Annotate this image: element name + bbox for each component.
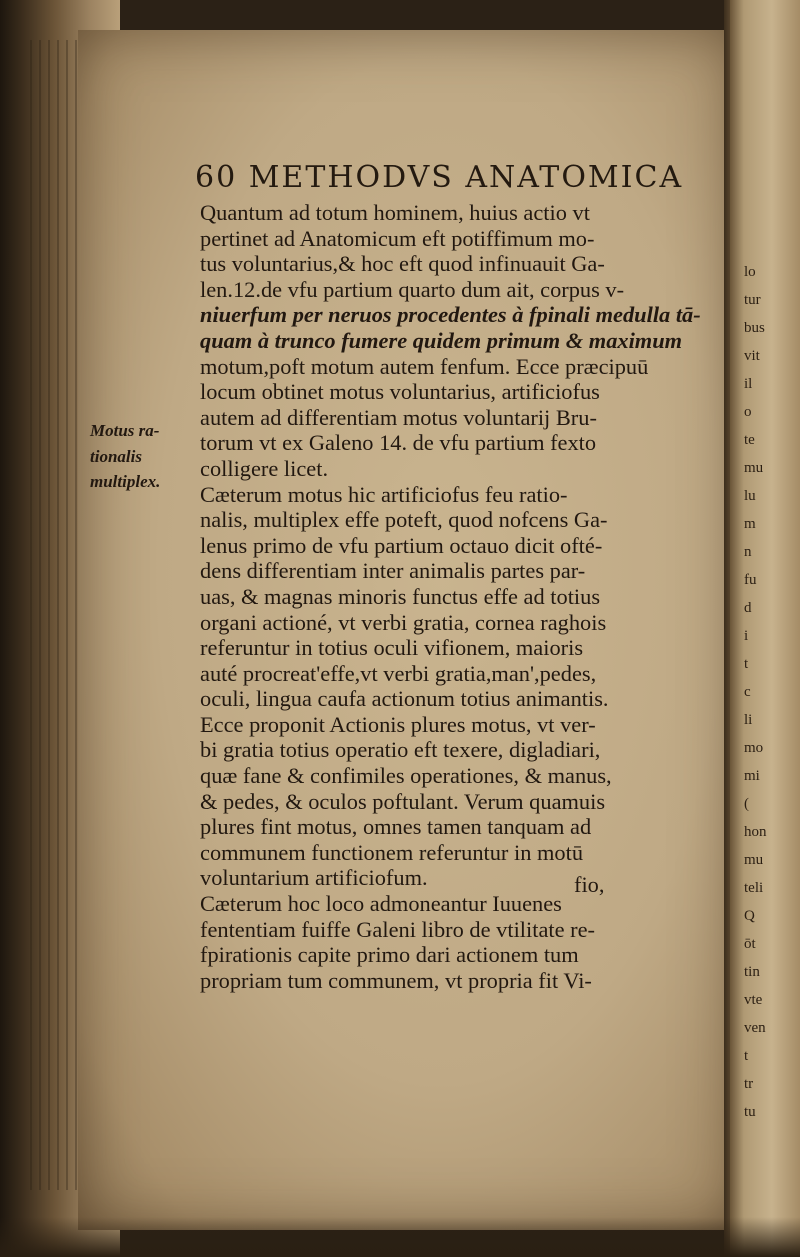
text-line: lenus primo de vfu partium octauo dicit ofté- (200, 532, 603, 558)
facing-page-fragment: teli (744, 880, 764, 896)
marginal-note (90, 418, 160, 495)
facing-page-fragment: il (744, 376, 753, 392)
facing-page-fragment: mu (744, 460, 764, 476)
facing-page-fragment: t (744, 1048, 749, 1064)
marginal-note-line: multiplex. (90, 472, 161, 492)
facing-page-fragment: c (744, 684, 751, 700)
text-line: referuntur in totius oculi vifionem, maioris (200, 635, 584, 661)
facing-page-fragment: t (744, 656, 749, 672)
text-line: voluntarium artificiofum. (200, 865, 428, 891)
facing-page-fragment: tur (744, 292, 761, 308)
facing-page-fragment: lu (744, 488, 756, 504)
text-line: torum vt ex Galeno 14. de vfu partium fexto (200, 430, 597, 456)
text-line: colligere licet. (200, 455, 329, 481)
facing-page-fragment: vit (744, 348, 760, 364)
text-line: motum,poft motum autem fenfum. Ecce præcipuū (200, 353, 649, 379)
text-line: communem functionem referuntur in motū (200, 839, 584, 865)
text-line: plures fint motus, omnes tamen tanquam ad (200, 814, 592, 840)
facing-page-fragment: tin (744, 964, 760, 980)
text-line: & pedes, & oculos poftulant. Verum quamuis (200, 788, 606, 814)
facing-page-text-fragments (744, 258, 784, 1126)
facing-page-fragment: ōt (744, 936, 756, 952)
facing-page-fragment: Q (744, 908, 755, 924)
facing-page-fragment: i (744, 628, 749, 644)
facing-page-fragment: fu (744, 572, 757, 588)
text-line: pertinet ad Anatomicum eft potiffimum mo- (200, 225, 595, 251)
facing-page-fragment: n (744, 544, 752, 560)
facing-page-fragment: mi (744, 768, 760, 784)
text-line: tus voluntarius,& hoc eft quod infinuauit Ga- (200, 251, 605, 277)
facing-page-fragment: ( (744, 796, 749, 812)
text-line: Cæterum motus hic artificiofus feu ratio- (200, 481, 568, 507)
facing-page-fragment: mu (744, 852, 764, 868)
facing-page-fragment: bus (744, 320, 765, 336)
text-line: Cæterum hoc loco admoneantur Iuuenes (200, 891, 562, 917)
marginal-note-line: Motus ra- (90, 421, 160, 440)
facing-page-fragment: mo (744, 740, 764, 756)
marginal-note-line: tionalis (90, 446, 142, 466)
facing-page-fragment: m (744, 516, 756, 532)
text-line: propriam tum communem, vt propria fit Vi- (200, 967, 592, 993)
running-header: 60 METHODVS ANATOMICA (195, 160, 684, 195)
text-line: bi gratia totius operatio eft texere, digladiari, (200, 737, 601, 763)
text-line: quam à trunco fumere quidem primum & maximum (200, 327, 683, 353)
text-line: quæ fane & confimiles operationes, & manus, (200, 763, 612, 789)
text-line: niuerfum per neruos procedentes à fpinali medulla tā- (200, 302, 701, 328)
facing-page-fragment: te (744, 432, 755, 448)
facing-page-fragment: tu (744, 1104, 756, 1120)
facing-page-fragment: li (744, 712, 753, 728)
catchword: fio, (574, 872, 605, 897)
text-line: auté procreat'effe,vt verbi gratia,man',pedes, (200, 660, 597, 686)
facing-page-fragment: vte (744, 992, 763, 1008)
facing-page-fragment: ven (744, 1020, 766, 1036)
facing-page-fragment: lo (744, 264, 756, 280)
text-line: len.12.de vfu partium quarto dum ait, corpus v- (200, 276, 625, 302)
text-line: oculi, lingua caufa actionum totius animantis. (200, 686, 609, 712)
text-line: fpirationis capite primo dari actionem tum (200, 942, 579, 968)
text-line: dens differentiam inter animalis partes par- (200, 558, 586, 584)
text-line: nalis, multiplex effe poteft, quod nofcens Ga- (200, 507, 608, 533)
text-line: fententiam fuiffe Galeni libro de vtilitate re- (200, 916, 595, 942)
text-line: uas, & magnas minoris functus effe ad totius (200, 583, 601, 609)
text-line: locum obtinet motus voluntarius, artificiofus (200, 379, 600, 405)
bottom-shadow (0, 1217, 800, 1257)
facing-page-fragment: o (744, 404, 752, 420)
facing-page-fragment: hon (744, 824, 767, 840)
facing-page-fragment: d (744, 600, 752, 616)
text-line: organi actioné, vt verbi gratia, cornea raghois (200, 609, 607, 635)
text-line: Ecce proponit Actionis plures motus, vt ver- (200, 711, 596, 737)
text-line: autem ad differentiam motus voluntarij Bru- (200, 404, 597, 430)
facing-page-fragment: tr (744, 1076, 754, 1092)
text-line: Quantum ad totum hominem, huius actio vt (200, 200, 590, 225)
